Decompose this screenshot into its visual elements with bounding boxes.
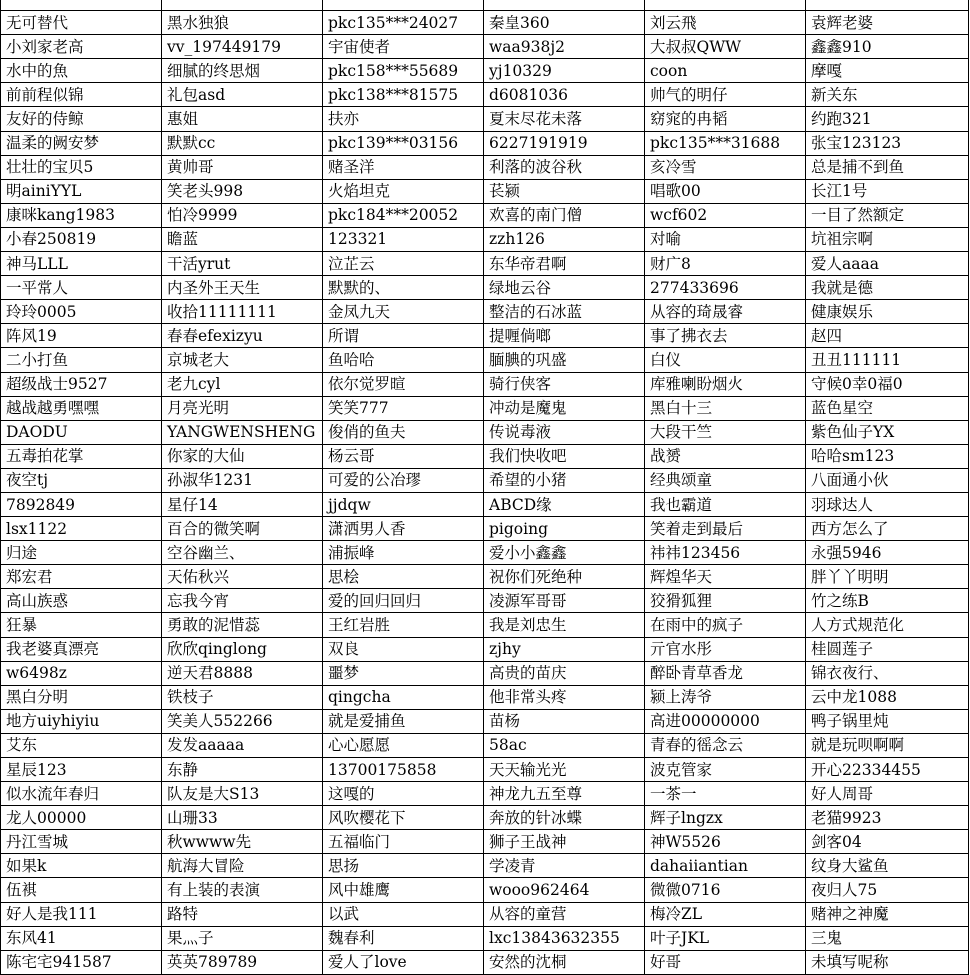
table-cell[interactable]: 友好的侍鲸 [1, 107, 162, 131]
table-cell[interactable]: 玲玲0005 [1, 300, 162, 324]
table-row [1, 0, 969, 11]
table-cell[interactable]: 忘我今宵 [162, 589, 323, 613]
table-row [1, 348, 969, 372]
table-cell[interactable]: 老猫9923 [806, 806, 969, 830]
table-cell[interactable]: 惠姐 [162, 107, 323, 131]
table-cell[interactable]: 亥冷雪 [645, 155, 806, 179]
table-cell[interactable]: 天佑秋兴 [162, 565, 323, 589]
table-cell[interactable]: 思桧 [323, 565, 484, 589]
table-row [1, 685, 969, 709]
table-cell[interactable]: 神龙九五至尊 [484, 782, 645, 806]
table-cell[interactable]: 学凌青 [484, 854, 645, 878]
table-row [1, 902, 969, 926]
table-cell[interactable]: 越战越勇嘿嘿 [1, 396, 162, 420]
table-cell[interactable]: 亓官水彤 [645, 637, 806, 661]
table-cell[interactable]: 默默的、 [323, 276, 484, 300]
table-cell[interactable]: 默默cc [162, 131, 323, 155]
table-cell[interactable]: 俊俏的鱼夫 [323, 420, 484, 444]
table-cell[interactable]: w6498z [1, 661, 162, 685]
table-cell[interactable]: 礼包asd [162, 83, 323, 107]
table-row [1, 227, 969, 251]
table-cell[interactable]: 发发aaaaa [162, 733, 323, 757]
table-cell[interactable]: 勇敢的泥惜蕊 [162, 613, 323, 637]
table-cell[interactable]: 如果k [1, 854, 162, 878]
table-cell[interactable]: 孙淑华1231 [162, 468, 323, 492]
table-row [1, 324, 969, 348]
table-cell[interactable]: 水中的魚 [1, 59, 162, 83]
table-cell[interactable]: lxc13843632355 [484, 926, 645, 950]
table-cell[interactable]: 笑着走到最后 [645, 517, 806, 541]
table-cell[interactable]: 事了拂衣去 [645, 324, 806, 348]
table-row [1, 950, 969, 974]
table-cell[interactable] [162, 0, 323, 11]
table-cell[interactable]: 瞻蓝 [162, 227, 323, 251]
table-cell[interactable]: 鱼哈哈 [323, 348, 484, 372]
table-cell[interactable]: 心心愿愿 [323, 733, 484, 757]
table-cell[interactable]: 赌圣洋 [323, 155, 484, 179]
table-cell[interactable]: 云中龙1088 [806, 685, 969, 709]
table-cell[interactable]: 西方怎么了 [806, 517, 969, 541]
table-row [1, 709, 969, 733]
table-row [1, 11, 969, 35]
table-cell[interactable]: 我们快收吧 [484, 444, 645, 468]
table-cell[interactable]: 爱人了love [323, 950, 484, 974]
table-cell[interactable]: 无可替代 [1, 11, 162, 35]
table-cell[interactable]: 夜空tj [1, 468, 162, 492]
table-cell[interactable]: 从容的琦晟睿 [645, 300, 806, 324]
table-cell[interactable]: 以武 [323, 902, 484, 926]
table-cell[interactable]: 鑫鑫910 [806, 35, 969, 59]
table-cell[interactable]: 黑白分明 [1, 685, 162, 709]
table-cell[interactable]: 好哥 [645, 950, 806, 974]
table-cell[interactable]: 白仪 [645, 348, 806, 372]
table-row [1, 59, 969, 83]
table-cell[interactable]: 阵风19 [1, 324, 162, 348]
table-cell[interactable]: 爱小小鑫鑫 [484, 541, 645, 565]
table-cell[interactable]: 欣欣qinglong [162, 637, 323, 661]
table-cell[interactable]: 大叔叔QWW [645, 35, 806, 59]
table-cell[interactable]: 小春250819 [1, 227, 162, 251]
table-cell[interactable]: ABCD缘 [484, 492, 645, 516]
table-cell[interactable]: 杨云哥 [323, 444, 484, 468]
table-cell[interactable]: 梅冷ZL [645, 902, 806, 926]
table-cell[interactable]: 纹身大鲨鱼 [806, 854, 969, 878]
table-row [1, 492, 969, 516]
table-cell[interactable]: 春春efexizyu [162, 324, 323, 348]
table-cell[interactable]: 伍褀 [1, 878, 162, 902]
table-cell[interactable]: 东静 [162, 758, 323, 782]
table-cell[interactable]: wcf602 [645, 203, 806, 227]
table-cell[interactable]: 铁枝子 [162, 685, 323, 709]
table-cell[interactable]: 6227191919 [484, 131, 645, 155]
table-cell[interactable]: 似水流年春归 [1, 782, 162, 806]
table-cell[interactable]: 大段干竺 [645, 420, 806, 444]
table-cell[interactable]: 希望的小猪 [484, 468, 645, 492]
table-cell[interactable] [323, 0, 484, 11]
table-cell[interactable]: 浦振峰 [323, 541, 484, 565]
table-row [1, 300, 969, 324]
table-row [1, 252, 969, 276]
table-cell[interactable]: 东华帝君啊 [484, 252, 645, 276]
table-cell[interactable]: 英英789789 [162, 950, 323, 974]
table-cell[interactable]: 风中雄鹰 [323, 878, 484, 902]
table-cell[interactable]: 战赟 [645, 444, 806, 468]
table-row [1, 107, 969, 131]
table-cell[interactable]: 就是爱捕鱼 [323, 709, 484, 733]
table-cell[interactable]: 怕冷9999 [162, 203, 323, 227]
table-cell[interactable]: 小刘家老高 [1, 35, 162, 59]
table-cell[interactable]: pkc138***81575 [323, 83, 484, 107]
table-row [1, 637, 969, 661]
table-cell[interactable]: 7892849 [1, 492, 162, 516]
table-cell[interactable]: YANGWENSHENG [162, 420, 323, 444]
table-row [1, 878, 969, 902]
table-cell[interactable]: 超级战士9527 [1, 372, 162, 396]
table-cell[interactable]: 金凤九天 [323, 300, 484, 324]
table-row [1, 276, 969, 300]
table-cell[interactable]: 羽球达人 [806, 492, 969, 516]
table-cell[interactable]: 竹之练B [806, 589, 969, 613]
table-cell[interactable]: 一目了然额定 [806, 203, 969, 227]
table-row [1, 155, 969, 179]
table-cell[interactable]: 泣芷云 [323, 252, 484, 276]
table-cell[interactable]: coon [645, 59, 806, 83]
spreadsheet-body [1, 0, 969, 974]
table-row [1, 420, 969, 444]
table-row [1, 131, 969, 155]
table-cell[interactable]: 收拾11111111 [162, 300, 323, 324]
table-cell[interactable]: 温柔的阙安梦 [1, 131, 162, 155]
table-cell[interactable]: 绿地云谷 [484, 276, 645, 300]
table-cell[interactable]: 安然的沈桐 [484, 950, 645, 974]
table-cell[interactable]: 波克管家 [645, 758, 806, 782]
table-cell[interactable]: 欢喜的南门僧 [484, 203, 645, 227]
table-cell[interactable]: 277433696 [645, 276, 806, 300]
table-cell[interactable]: 星辰123 [1, 758, 162, 782]
table-cell[interactable]: 五福临门 [323, 830, 484, 854]
table-cell[interactable]: 细腻的终思烟 [162, 59, 323, 83]
table-row [1, 589, 969, 613]
table-cell[interactable]: 苌颍 [484, 179, 645, 203]
table-cell[interactable]: pkc158***55689 [323, 59, 484, 83]
table-cell[interactable]: 长江1号 [806, 179, 969, 203]
table-cell[interactable]: 13700175858 [323, 758, 484, 782]
table-cell[interactable]: 可爱的公冶璆 [323, 468, 484, 492]
table-cell[interactable]: 黄帅哥 [162, 155, 323, 179]
table-cell[interactable]: 陈宅宅941587 [1, 950, 162, 974]
table-cell[interactable]: 逆天君8888 [162, 661, 323, 685]
table-cell[interactable]: 壮壮的宝贝5 [1, 155, 162, 179]
table-cell[interactable]: 整洁的石冰蓝 [484, 300, 645, 324]
table-cell[interactable]: 奔放的针冰蝶 [484, 806, 645, 830]
table-cell[interactable]: 神W5526 [645, 830, 806, 854]
table-cell[interactable]: 健康娱乐 [806, 300, 969, 324]
table-cell[interactable]: 有上装的表演 [162, 878, 323, 902]
table-cell[interactable]: 胖丫丫明明 [806, 565, 969, 589]
table-cell[interactable]: dahaiiantian [645, 854, 806, 878]
table-cell[interactable]: 哈哈sm123 [806, 444, 969, 468]
table-cell[interactable]: 月亮光明 [162, 396, 323, 420]
table-cell[interactable]: 未填写呢称 [806, 950, 969, 974]
table-cell[interactable]: 天天输光光 [484, 758, 645, 782]
table-cell[interactable]: 在雨中的疯子 [645, 613, 806, 637]
table-cell[interactable]: 夏末尽花未落 [484, 107, 645, 131]
table-cell[interactable]: vv_197449179 [162, 35, 323, 59]
table-cell[interactable]: 叶子JKL [645, 926, 806, 950]
table-cell[interactable]: 艾东 [1, 733, 162, 757]
table-cell[interactable]: 桂圆莲子 [806, 637, 969, 661]
table-cell[interactable]: 对喻 [645, 227, 806, 251]
table-row [1, 517, 969, 541]
table-cell[interactable]: 他非常头疼 [484, 685, 645, 709]
table-cell[interactable]: 冲动是魔鬼 [484, 396, 645, 420]
table-cell[interactable]: 依尔觉罗暄 [323, 372, 484, 396]
table-cell[interactable]: 夜归人75 [806, 878, 969, 902]
table-cell[interactable]: 锦衣夜行、 [806, 661, 969, 685]
table-cell[interactable]: 紫色仙子YX [806, 420, 969, 444]
table-cell[interactable]: 从容的童营 [484, 902, 645, 926]
table-cell[interactable]: 约跑321 [806, 107, 969, 131]
table-cell[interactable]: 八面通小伙 [806, 468, 969, 492]
table-cell[interactable]: 骑行侠客 [484, 372, 645, 396]
table-cell[interactable]: 高山族惑 [1, 589, 162, 613]
table-cell[interactable]: 好人周哥 [806, 782, 969, 806]
table-cell[interactable]: 刘云飛 [645, 11, 806, 35]
table-cell[interactable]: 队友是大S13 [162, 782, 323, 806]
table-cell[interactable]: 三鬼 [806, 926, 969, 950]
table-cell[interactable]: 蓝色星空 [806, 396, 969, 420]
table-row [1, 565, 969, 589]
table-cell[interactable]: 空谷幽兰、 [162, 541, 323, 565]
table-cell[interactable]: pigoing [484, 517, 645, 541]
table-cell[interactable]: 路特 [162, 902, 323, 926]
table-cell[interactable]: 扶亦 [323, 107, 484, 131]
table-cell[interactable]: 一茶一 [645, 782, 806, 806]
table-cell[interactable]: pkc135***24027 [323, 11, 484, 35]
table-cell[interactable]: 地方uiyhiyiu [1, 709, 162, 733]
table-row [1, 733, 969, 757]
table-cell[interactable]: 醉卧青草香龙 [645, 661, 806, 685]
table-cell[interactable]: 窈窕的冉韬 [645, 107, 806, 131]
table-cell[interactable]: 赵四 [806, 324, 969, 348]
table-cell[interactable]: 祝你们死绝种 [484, 565, 645, 589]
table-cell[interactable]: 秦皇360 [484, 11, 645, 35]
table-cell[interactable]: 明ainiYYL [1, 179, 162, 203]
table-cell[interactable]: 鸭子锅里炖 [806, 709, 969, 733]
table-cell[interactable]: 老九cyl [162, 372, 323, 396]
table-cell[interactable]: pkc184***20052 [323, 203, 484, 227]
table-cell[interactable]: 微微0716 [645, 878, 806, 902]
table-cell[interactable]: 新关东 [806, 83, 969, 107]
table-cell[interactable] [484, 0, 645, 11]
table-cell[interactable]: 帅气的明仔 [645, 83, 806, 107]
table-row [1, 468, 969, 492]
table-cell[interactable]: 58ac [484, 733, 645, 757]
table-cell[interactable]: 我也霸道 [645, 492, 806, 516]
table-cell[interactable]: 魏春利 [323, 926, 484, 950]
table-cell[interactable]: 京城老大 [162, 348, 323, 372]
table-cell[interactable]: 祎祎123456 [645, 541, 806, 565]
table-cell[interactable]: 好人是我111 [1, 902, 162, 926]
table-row [1, 854, 969, 878]
table-cell[interactable]: 双良 [323, 637, 484, 661]
table-cell[interactable]: 我老婆真漂亮 [1, 637, 162, 661]
table-cell[interactable]: 百合的微笑啊 [162, 517, 323, 541]
table-cell[interactable]: 财广8 [645, 252, 806, 276]
table-cell[interactable]: 苗杨 [484, 709, 645, 733]
table-cell[interactable]: 坑祖宗啊 [806, 227, 969, 251]
table-row [1, 396, 969, 420]
table-cell[interactable]: 归途 [1, 541, 162, 565]
table-cell[interactable]: 黑水独狼 [162, 11, 323, 35]
table-row [1, 806, 969, 830]
table-cell[interactable]: waa938j2 [484, 35, 645, 59]
table-row [1, 758, 969, 782]
table-cell[interactable]: 守候0幸0福0 [806, 372, 969, 396]
table-cell[interactable]: 郑宏君 [1, 565, 162, 589]
table-cell[interactable]: 库雅喇盼烟火 [645, 372, 806, 396]
table-row [1, 926, 969, 950]
table-cell[interactable]: 噩梦 [323, 661, 484, 685]
table-cell[interactable]: 丹江雪城 [1, 830, 162, 854]
table-cell[interactable]: 我是刘忠生 [484, 613, 645, 637]
table-cell[interactable]: 爱的回归回归 [323, 589, 484, 613]
table-row [1, 830, 969, 854]
table-cell[interactable]: 神马LLL [1, 252, 162, 276]
table-cell[interactable]: 剑客04 [806, 830, 969, 854]
table-cell[interactable]: 丑丑111111 [806, 348, 969, 372]
table-cell[interactable] [806, 0, 969, 11]
table-cell[interactable]: 摩嘎 [806, 59, 969, 83]
table-cell[interactable]: 高进00000000 [645, 709, 806, 733]
table-cell[interactable]: 经典颂童 [645, 468, 806, 492]
table-cell[interactable]: 我就是德 [806, 276, 969, 300]
table-row [1, 372, 969, 396]
table-cell[interactable]: 笑老头998 [162, 179, 323, 203]
table-cell[interactable]: 高贵的苗庆 [484, 661, 645, 685]
table-row [1, 541, 969, 565]
table-cell[interactable]: 凌源军哥哥 [484, 589, 645, 613]
table-cell[interactable]: 狡猾狐狸 [645, 589, 806, 613]
table-cell[interactable]: 颍上涛爷 [645, 685, 806, 709]
table-cell[interactable]: 开心22334455 [806, 758, 969, 782]
table-cell[interactable]: 航海大冒险 [162, 854, 323, 878]
table-cell[interactable]: 所谓 [323, 324, 484, 348]
table-cell[interactable]: zjhy [484, 637, 645, 661]
table-cell[interactable]: 人方式规范化 [806, 613, 969, 637]
table-row [1, 83, 969, 107]
table-cell[interactable]: 永强5946 [806, 541, 969, 565]
table-cell[interactable]: 狂暴 [1, 613, 162, 637]
table-cell[interactable]: 火焰坦克 [323, 179, 484, 203]
table-cell[interactable]: 就是玩呗啊啊 [806, 733, 969, 757]
table-cell[interactable]: 星仔14 [162, 492, 323, 516]
table-cell[interactable]: qingcha [323, 685, 484, 709]
table-cell[interactable]: 康咪kang1983 [1, 203, 162, 227]
table-cell[interactable]: pkc135***31688 [645, 131, 806, 155]
table-cell[interactable]: 辉子lngzx [645, 806, 806, 830]
table-cell[interactable]: 张宝123123 [806, 131, 969, 155]
table-cell[interactable]: 总是捕不到鱼 [806, 155, 969, 179]
table-cell[interactable]: 秋wwww先 [162, 830, 323, 854]
table-cell[interactable]: 狮子王战神 [484, 830, 645, 854]
table-row [1, 613, 969, 637]
table-cell[interactable]: 这嘎的 [323, 782, 484, 806]
table-cell[interactable]: d6081036 [484, 83, 645, 107]
table-cell[interactable]: zzh126 [484, 227, 645, 251]
table-cell[interactable]: 笑美人552266 [162, 709, 323, 733]
table-cell[interactable]: 赌神之神魔 [806, 902, 969, 926]
table-cell[interactable]: 传说毒液 [484, 420, 645, 444]
table-cell[interactable]: 青春的徭念云 [645, 733, 806, 757]
table-cell[interactable]: jjdqw [323, 492, 484, 516]
table-cell[interactable]: 内圣外王天生 [162, 276, 323, 300]
table-cell[interactable]: lsx1122 [1, 517, 162, 541]
table-row [1, 782, 969, 806]
table-cell[interactable]: 唱歌00 [645, 179, 806, 203]
table-cell[interactable]: 风吹樱花下 [323, 806, 484, 830]
table-cell[interactable]: 宇宙使者 [323, 35, 484, 59]
table-cell[interactable]: 果灬子 [162, 926, 323, 950]
table-cell[interactable]: 思扬 [323, 854, 484, 878]
table-cell[interactable]: 前前程似锦 [1, 83, 162, 107]
table-cell[interactable]: wooo962464 [484, 878, 645, 902]
table-cell[interactable]: yj10329 [484, 59, 645, 83]
table-cell[interactable]: 王红岩胜 [323, 613, 484, 637]
table-cell[interactable]: 东风41 [1, 926, 162, 950]
table-row [1, 179, 969, 203]
table-cell[interactable]: DAODU [1, 420, 162, 444]
table-cell[interactable]: 山珊33 [162, 806, 323, 830]
table-cell[interactable]: 123321 [323, 227, 484, 251]
table-cell[interactable]: 一平常人 [1, 276, 162, 300]
table-cell[interactable]: 干活yrut [162, 252, 323, 276]
table-row [1, 35, 969, 59]
table-cell[interactable]: 袁辉老婆 [806, 11, 969, 35]
table-cell[interactable]: 提喱倘啷 [484, 324, 645, 348]
table-cell[interactable]: 潇洒男人香 [323, 517, 484, 541]
table-cell[interactable]: pkc139***03156 [323, 131, 484, 155]
table-row [1, 444, 969, 468]
table-cell[interactable]: 辉煌华天 [645, 565, 806, 589]
table-cell[interactable] [645, 0, 806, 11]
table-cell[interactable]: 腼腆的巩盛 [484, 348, 645, 372]
table-cell[interactable]: 你家的大仙 [162, 444, 323, 468]
table-cell[interactable]: 五毒拍花掌 [1, 444, 162, 468]
table-cell[interactable]: 笑笑777 [323, 396, 484, 420]
table-cell[interactable]: 二小打鱼 [1, 348, 162, 372]
table-cell[interactable]: 黑白十三 [645, 396, 806, 420]
table-cell[interactable]: 爱人aaaa [806, 252, 969, 276]
table-cell[interactable]: 利落的波谷秋 [484, 155, 645, 179]
table-cell[interactable]: 龙人00000 [1, 806, 162, 830]
table-row [1, 661, 969, 685]
table-cell[interactable] [1, 0, 162, 11]
table-row [1, 203, 969, 227]
